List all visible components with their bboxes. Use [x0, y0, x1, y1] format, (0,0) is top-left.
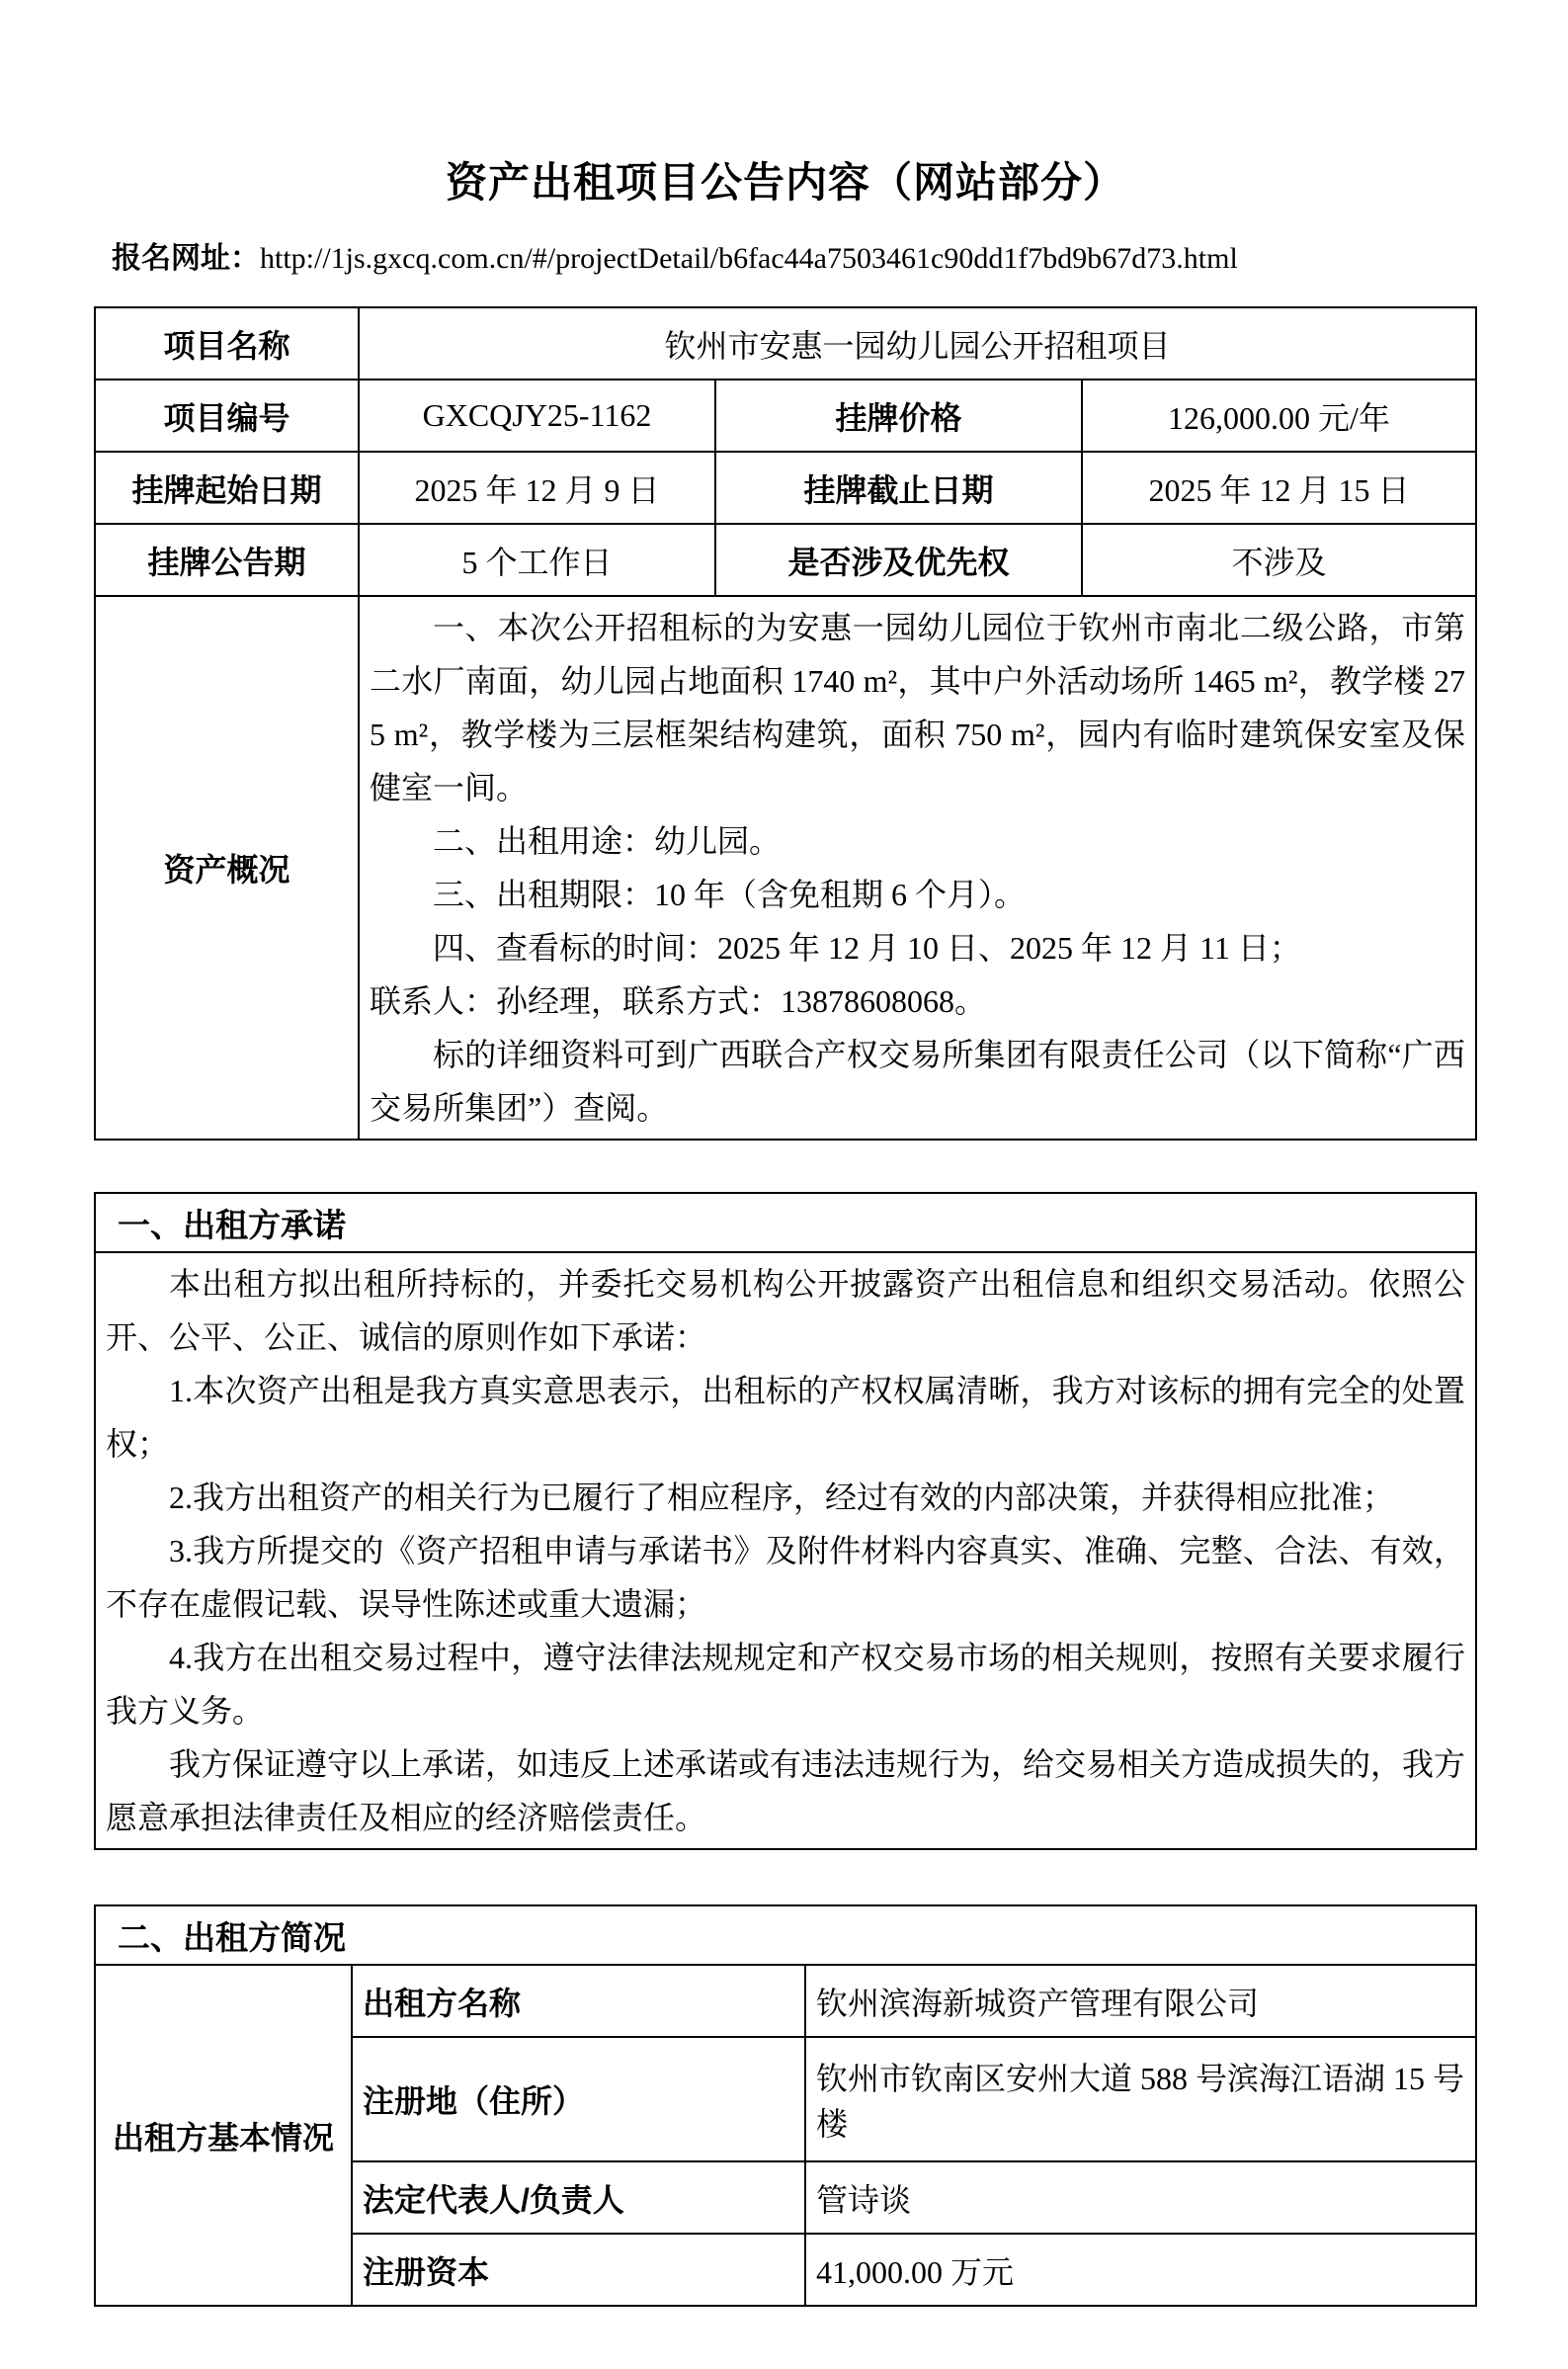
project-code-label: 项目编号: [95, 380, 359, 452]
profile-section-heading: 二、出租方简况: [95, 1905, 1476, 1965]
announcement-period-label: 挂牌公告期: [95, 524, 359, 596]
overview-paragraph: 一、本次公开招租标的为安惠一园幼儿园位于钦州市南北二级公路，市第二水厂南面，幼儿园占地面积 1740 m²，其中户外活动场所 1465 m²，教学楼 275 m²，教学楼为三层框架结构建筑，面积 750 m²，园内有临时建筑保安室及保健室一间。: [370, 610, 1465, 805]
overview-contact-line: 联系人：孙经理，联系方式：13878608068。: [370, 983, 987, 1019]
listing-end-date-label: 挂牌截止日期: [715, 452, 1082, 524]
document-title: 资产出租项目公告内容（网站部分）: [445, 161, 1125, 207]
promise-paragraph: 4.我方在出租交易过程中，遵守法律法规规定和产权交易市场的相关规则，按照有关要求履行我方义务。: [106, 1640, 1465, 1729]
announcement-period-value: 5 个工作日: [359, 524, 715, 596]
table-row: [95, 1193, 1476, 1252]
overview-paragraph: 标的详细资料可到广西联合产权交易所集团有限责任公司（以下简称“广西交易所集团”）查阅。: [370, 1037, 1465, 1126]
promise-section-body: [95, 1252, 1476, 1849]
lessor-name-value: 钦州滨海新城资产管理有限公司: [805, 1965, 1476, 2037]
asset-overview-content: [359, 596, 1476, 1140]
promise-paragraph: 1.本次资产出租是我方真实意思表示，出租标的产权权属清晰，我方对该标的拥有完全的处置权；: [106, 1373, 1465, 1462]
lessor-promise-section: [94, 1192, 1477, 1850]
project-name-value: 钦州市安惠一园幼儿园公开招租项目: [359, 307, 1476, 380]
document-page: [0, 150, 1568, 2369]
table-row: [95, 380, 1476, 452]
promise-section-heading: 一、出租方承诺: [95, 1193, 1476, 1252]
legal-representative-label: 法定代表人/负责人: [352, 2161, 805, 2234]
lessor-name-label: 出租方名称: [352, 1965, 805, 2037]
table-row: [95, 596, 1476, 1140]
registration-url-line: [112, 239, 1477, 279]
registered-address-value: 钦州市钦南区安州大道 588 号滨海江语湖 15 号楼: [805, 2037, 1476, 2161]
document-body: [94, 150, 1477, 2307]
promise-paragraph: 2.我方出租资产的相关行为已履行了相应程序，经过有效的内部决策，并获得相应批准；: [169, 1480, 1395, 1515]
project-info-table: [94, 306, 1477, 1141]
table-row: [95, 1905, 1476, 1965]
promise-paragraph: 3.我方所提交的《资产招租申请与承诺书》及附件材料内容真实、准确、完整、合法、有效，不存在虚假记载、误导性陈述或重大遗漏；: [106, 1533, 1465, 1622]
project-code-value: GXCQJY25-1162: [359, 380, 715, 452]
overview-paragraph: 三、出租期限：10 年（含免租期 6 个月）。: [433, 877, 1027, 912]
priority-right-value: 不涉及: [1082, 524, 1476, 596]
registered-capital-label: 注册资本: [352, 2234, 805, 2306]
registered-address-label: 注册地（住所）: [352, 2037, 805, 2161]
priority-right-label: 是否涉及优先权: [715, 524, 1082, 596]
table-row: [95, 452, 1476, 524]
listing-start-date-value: 2025 年 12 月 9 日: [359, 452, 715, 524]
table-row: [95, 307, 1476, 380]
listing-start-date-label: 挂牌起始日期: [95, 452, 359, 524]
listing-price-label: 挂牌价格: [715, 380, 1082, 452]
table-row: [95, 1252, 1476, 1849]
table-row: [95, 524, 1476, 596]
asset-overview-label: 资产概况: [95, 596, 359, 1140]
promise-paragraph: 本出租方拟出租所持标的，并委托交易机构公开披露资产出租信息和组织交易活动。依照公开、公平、公正、诚信的原则作如下承诺：: [106, 1266, 1465, 1355]
listing-end-date-value: 2025 年 12 月 15 日: [1082, 452, 1476, 524]
legal-representative-value: 管诗谈: [805, 2161, 1476, 2234]
lessor-basic-info-label: 出租方基本情况: [95, 1965, 352, 2306]
url-label: 报名网址：: [112, 242, 260, 275]
project-name-label: 项目名称: [95, 307, 359, 380]
registration-url: http://1js.gxcq.com.cn/#/projectDetail/b6fac44a7503461c90dd1f7bd9b67d73.html: [260, 242, 1238, 275]
overview-paragraph: 二、出租用途：幼儿园。: [433, 823, 782, 859]
registered-capital-value: 41,000.00 万元: [805, 2234, 1476, 2306]
table-row: [95, 1965, 1476, 2037]
promise-paragraph: 我方保证遵守以上承诺，如违反上述承诺或有违法违规行为，给交易相关方造成损失的，我方愿意承担法律责任及相应的经济赔偿责任。: [106, 1746, 1466, 1835]
overview-paragraph: 四、查看标的时间：2025 年 12 月 10 日、2025 年 12 月 11 日；: [433, 930, 1301, 966]
listing-price-value: 126,000.00 元/年: [1082, 380, 1476, 452]
lessor-profile-section: [94, 1904, 1477, 2307]
